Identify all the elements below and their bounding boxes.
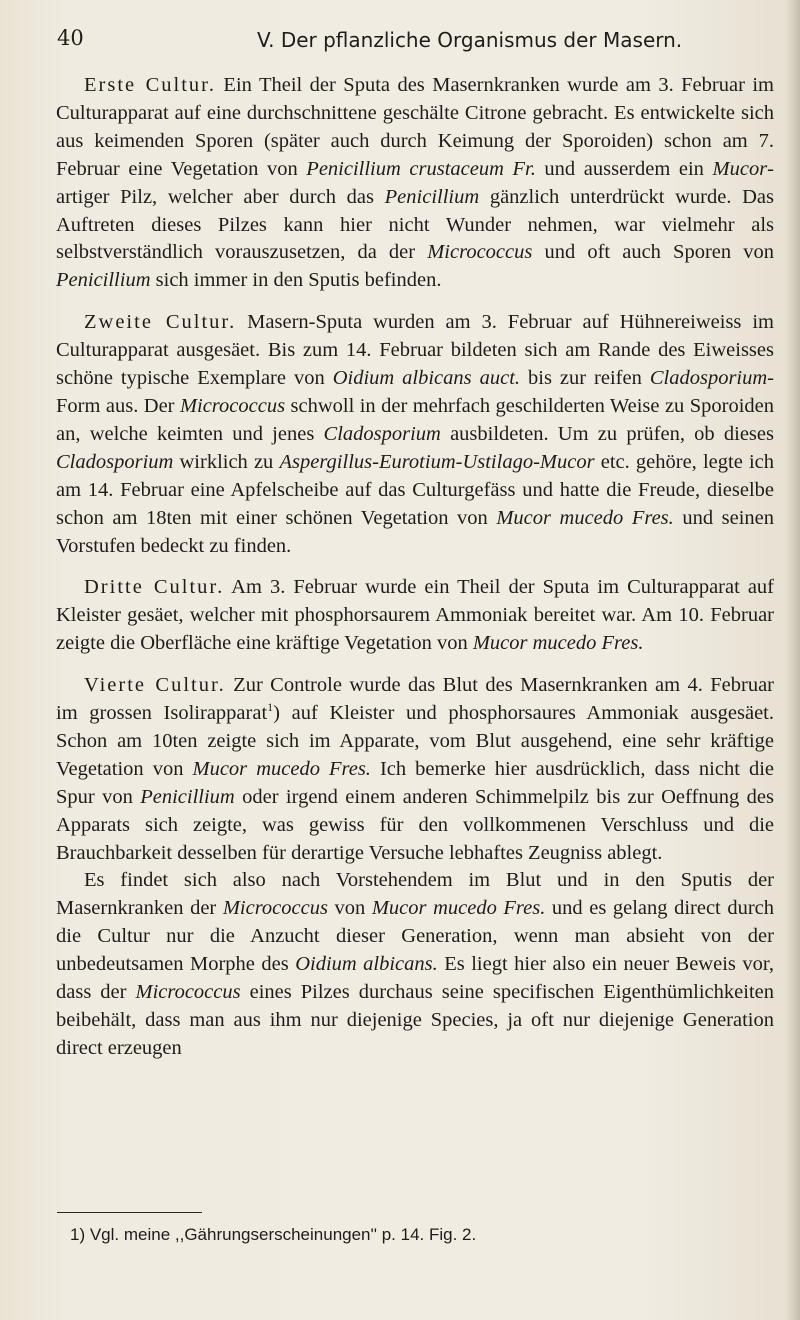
paragraph-zweite-cultur — [56, 309, 774, 560]
paragraph-erste-cultur — [56, 72, 774, 295]
body-text — [56, 72, 774, 1063]
page-number: 40 — [57, 26, 84, 50]
species-name: Mucor — [712, 157, 768, 180]
species-name: Micrococcus — [179, 394, 286, 417]
species-name: Penicillium crustaceum Fr. — [306, 157, 536, 180]
text-run: bis zur reifen — [520, 367, 650, 390]
text-run: Es liegt hier also ein neuer Beweis vor, dass der — [56, 953, 774, 1004]
text-run: und seinen Vorstufen bedeckt zu finden. — [56, 506, 774, 557]
section-heading: Zweite Cultur. — [84, 311, 237, 334]
species-name: Penicillium — [384, 185, 480, 208]
species-name: Aspergillus-Eurotium-Ustilago-Mucor — [279, 450, 595, 473]
species-name: Mucor mucedo Fres. — [192, 757, 371, 780]
page-edge-shadow — [786, 0, 800, 1320]
paragraph-vierte-cultur — [56, 672, 774, 867]
species-name: Oidium albicans. — [295, 953, 438, 976]
species-name: Micrococcus — [222, 897, 328, 920]
species-name: Penicillium — [56, 269, 151, 292]
text-run: ausbildeten. Um zu prüfen, ob dieses — [440, 422, 774, 445]
text-run: -Form aus. Der — [56, 367, 774, 417]
text-run: -artiger Pilz, welcher aber durch das — [56, 157, 774, 208]
species-name: Cladosporium — [56, 450, 174, 473]
footnote-divider — [57, 1212, 202, 1213]
footnote: 1) Vgl. meine ,,Gährungserscheinungen'' p. 14. Fig. 2. — [70, 1225, 477, 1244]
section-heading: Vierte Cultur. — [84, 674, 226, 697]
species-name: Mucor mucedo Fres. — [472, 632, 644, 655]
text-run: von — [327, 897, 372, 920]
species-name: Micrococcus — [135, 981, 241, 1004]
species-name: Cladosporium — [649, 367, 768, 390]
text-run: eines Pilzes durchaus seine specifischen Eigenthümlichkeiten beibehält, dass man aus ihm nur diejenige Species, ja oft nur diejenige Generation direct erzeugen — [56, 981, 774, 1059]
running-head: V. Der pflanzliche Organismus der Masern. — [257, 28, 683, 52]
species-name: Cladosporium — [323, 422, 441, 445]
text-run: Es findet sich also nach Vorstehendem im Blut und in den Sputis der Masernkranken der — [56, 869, 774, 920]
text-run: und ausserdem ein — [535, 157, 713, 180]
paragraph-conclusion — [56, 867, 774, 1062]
text-run: Am 3. Februar wurde ein Theil der Sputa im Culturapparat auf Kleister gesäet, welcher mit phosphorsaurem Ammoniak bereitet war. Am 10. Februar zeigte die Oberfläche eine kräftige Vegetation von — [56, 576, 775, 655]
text-run: sich immer in den Sputis befinden. — [150, 269, 442, 292]
section-heading: Dritte Cultur. — [84, 576, 225, 599]
page-header — [57, 20, 777, 60]
text-run: oder irgend einem anderen Schimmelpilz bis zur Oeffnung des Apparats sich zeigte, was gewiss für den vollkommenen Verschluss und die Brauchbarkeit desselben für derartige Versuche lebhaftes Zeugniss ablegt. — [56, 785, 774, 864]
species-name: Oidium albicans auct. — [332, 367, 521, 390]
species-name: Mucor mucedo Fres. — [371, 897, 546, 920]
text-run: Ein Theil der Sputa des Masernkranken wurde am 3. Februar im Culturapparat auf eine durchschnittene geschälte Citrone gebracht. Es entwickelte sich aus keimenden Sporen (später auch durch Keimung der Sporoiden) schon am 7. Februar eine Vegetation von — [56, 74, 775, 180]
footnote-marker: 1 — [267, 700, 274, 715]
species-name: Micrococcus — [427, 241, 533, 264]
text-run: Ich bemerke hier ausdrücklich, dass nicht die Spur von — [56, 757, 774, 808]
text-run: und es gelang direct durch die Cultur nur die Anzucht dieser Generation, wenn man absieht von der unbedeutsamen Morphe des — [56, 897, 775, 976]
text-run: gänzlich unterdrückt wurde. Das Auftreten dieses Pilzes kann hier nicht Wunder nehmen, war vielmehr als selbstverständlich vorauszusetzen, da der — [56, 185, 774, 264]
text-run: schwoll in der mehrfach geschilderten Weise zu Sporoiden an, welche keimten und jenes — [56, 394, 775, 445]
text-run: Zur Controle wurde das Blut des Masernkranken am 4. Februar im grossen Isolirapparat — [56, 674, 774, 725]
text-run: und oft auch Sporen von — [532, 241, 774, 264]
text-run: etc. gehöre, legte ich am 14. Februar eine Apfelscheibe auf das Culturgefäss und hatte die Freude, dieselbe schon am 18ten mit einer schönen Vegetation von — [56, 450, 774, 529]
paragraph-dritte-cultur — [56, 574, 774, 658]
species-name: Penicillium — [140, 785, 235, 808]
text-run: ) auf Kleister und phosphorsaures Ammoniak ausgesäet. Schon am 10ten zeigte sich im Apparate, vom Blut ausgehend, eine sehr kräftige Vegetation von — [56, 702, 774, 780]
section-heading: Erste Cultur. — [84, 74, 216, 96]
text-run: Masern-Sputa wurden am 3. Februar auf Hühnereiweiss im Culturapparat ausgesäet. Bis zum 14. Februar bildeten sich am Rande des Eiweisses schöne typische Exemplare von — [56, 311, 774, 390]
text-run: wirklich zu — [173, 450, 280, 473]
species-name: Mucor mucedo Fres. — [496, 506, 674, 529]
